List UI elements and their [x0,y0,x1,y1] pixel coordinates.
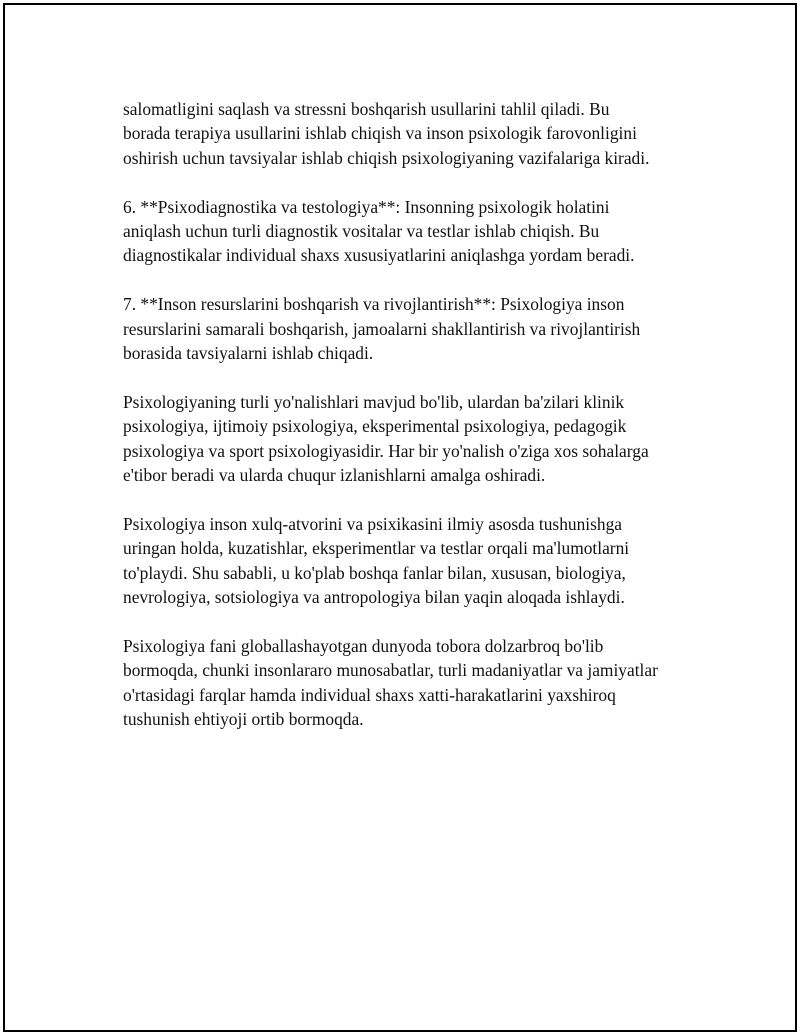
text-line: resurslarini samarali boshqarish, jamoalarni shakllantirish va rivojlantirish [123,318,641,339]
paragraph-branches [123,390,703,488]
text-line: aniqlash uchun turli diagnostik vositalar va testlar ishlab chiqish. Bu [123,221,600,242]
paragraph-scientific-basis [123,512,703,610]
text-line: 6. **Psixodiagnostika va testologiya**: Insonning psixologik holatini [123,196,610,217]
text-line: Psixologiya inson xulq-atvorini va psixikasini ilmiy asosda tushunishga [123,513,622,534]
text-line: salomatligini saqlash va stressni boshqarish usullarini tahlil qiladi. Bu [123,99,610,119]
text-line: Psixologiyaning turli yo'nalishlari mavjud bo'lib, ulardan ba'zilari klinik [123,391,625,412]
paragraph-psychodiagnostics [123,195,703,268]
text-line: to'playdi. Shu sababli, u ko'plab boshqa fanlar bilan, xususan, biologiya, [123,562,626,583]
text-line: o'rtasidagi farqlar hamda individual shaxs xatti-harakatlarini yaxshiroq [123,684,616,705]
text-line: oshirish uchun tavsiyalar ishlab chiqish psixologiyaning vazifalariga kiradi. [123,147,650,168]
text-line: e'tibor beradi va ularda chuqur izlanishlarni amalga oshiradi. [123,465,546,486]
text-line: psixologiya, ijtimoiy psixologiya, eksperimental psixologiya, pedagogik [123,416,627,437]
text-line: bormoqda, chunki insonlararo munosabatlar, turli madaniyatlar va jamiyatlar [123,660,658,681]
paragraph-health [123,97,703,170]
page-frame [3,3,797,1032]
text-line: nevrologiya, sotsiologiya va antropologiya bilan yaqin aloqada ishlaydi. [123,587,625,608]
text-line: Psixologiya fani globallashayotgan dunyoda tobora dolzarbroq bo'lib [123,635,604,656]
text-line: borada terapiya usullarini ishlab chiqish va inson psixologik farovonligini [123,123,637,144]
paragraph-human-resources [123,292,703,365]
text-line: borasida tavsiyalarni ishlab chiqadi. [123,343,374,364]
paragraph-globalization [123,634,703,732]
text-line: diagnostikalar individual shaxs xususiyatlarini aniqlashga yordam beradi. [123,245,635,266]
document-body [123,97,703,756]
text-line: psixologiya va sport psixologiyasidir. Har bir yo'nalish o'ziga xos sohalarga [123,440,649,461]
text-line: tushunish ehtiyoji ortib bormoqda. [123,709,364,730]
text-line: uringan holda, kuzatishlar, eksperimentlar va testlar orqali ma'lumotlarni [123,538,630,559]
text-line: 7. **Inson resurslarini boshqarish va rivojlantirish**: Psixologiya inson [123,294,625,315]
